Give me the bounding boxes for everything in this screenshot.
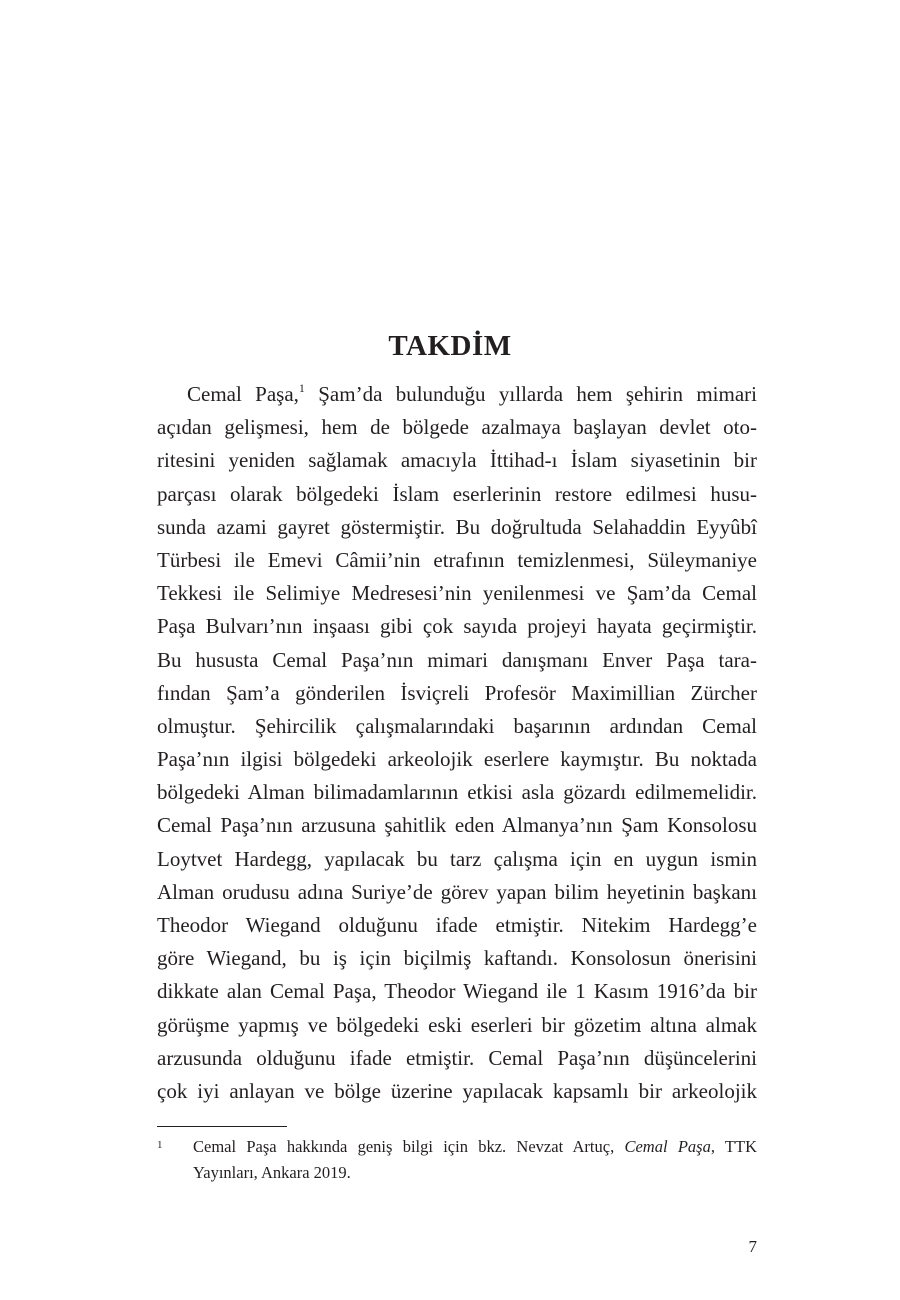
footnote-number: 1 (157, 1139, 163, 1151)
footnote-line (157, 1134, 757, 1160)
footnote-divider (157, 1126, 287, 1127)
body-line-rest: Şam’da bulunduğu yıllarda hem şehirin mimari (304, 382, 757, 406)
body-line: olmuştur. Şehircilik çalışmalarındaki başarının ardından Cemal (157, 713, 757, 738)
body-line-start: Cemal Paşa, (187, 382, 299, 406)
body-line: Bu hususta Cemal Paşa’nın mimari danışmanı Enver Paşa tara- (157, 647, 757, 672)
body-line: fından Şam’a gönderilen İsviçreli Profesör Maximillian Zürcher (157, 680, 757, 705)
body-line: çok iyi anlayan ve bölge üzerine yapılacak kapsamlı bir arkeolojik (157, 1078, 757, 1103)
body-line: Loytvet Hardegg, yapılacak bu tarz çalışma için en uygun ismin (157, 846, 757, 871)
body-line: bölgedeki Alman bilimadamlarının etkisi asla gözardı edilmemelidir. (157, 780, 757, 805)
footnote-text-end: , TTK (710, 1137, 757, 1156)
body-text (157, 378, 757, 1108)
body-line: göre Wiegand, bu iş için biçilmiş kaftandı. Konsolosun önerisini (157, 946, 757, 971)
body-line: ritesini yeniden sağlamak amacıyla İttihad-ı İslam siyasetinin bir (157, 448, 757, 473)
body-line: dikkate alan Cemal Paşa, Theodor Wiegand ile 1 Kasım 1916’da bir (157, 979, 757, 1004)
body-line: Türbesi ile Emevi Câmii’nin etrafının temizlenmesi, Süleymaniye (157, 547, 757, 572)
body-line: Theodor Wiegand olduğunu ifade etmiştir. Nitekim Hardegg’e (157, 913, 757, 937)
body-line: parçası olarak bölgedeki İslam eserlerinin restore edilmesi husu- (157, 481, 757, 506)
body-line: Alman orudusu adına Suriye’de görev yapan bilim heyetinin başkanı (157, 879, 757, 904)
body-line: açıdan gelişmesi, hem de bölgede azalmaya başlayan devlet oto- (157, 415, 757, 440)
body-line: görüşme yapmış ve bölgedeki eski eserleri bir gözetim altına almak (157, 1012, 757, 1037)
page-title: TAKDİM (388, 330, 512, 363)
body-line: arzusunda olduğunu ifade etmiştir. Cemal Paşa’nın düşüncelerini (157, 1045, 757, 1070)
body-line: sunda azami gayret göstermiştir. Bu doğrultuda Selahaddin Eyyûbî (157, 514, 757, 539)
body-line: Tekkesi ile Selimiye Medresesi’nin yenilenmesi ve Şam’da Cemal (157, 581, 757, 606)
body-line (157, 378, 757, 411)
page-number: 7 (748, 1237, 757, 1256)
footnote (157, 1134, 757, 1186)
footnote-book-title: Cemal Paşa (624, 1137, 711, 1156)
footnote-text-start: Cemal Paşa hakkında geniş bilgi için bkz. Nevzat Artuç, (193, 1137, 625, 1156)
footnote-line: Yayınları, Ankara 2019. (193, 1163, 351, 1182)
body-line: Cemal Paşa’nın arzusuna şahitlik eden Almanya’nın Şam Konsolosu (157, 813, 757, 838)
body-line: Paşa’nın ilgisi bölgedeki arkeolojik eserlere kaymıştır. Bu noktada (157, 747, 757, 772)
footnote-reference[interactable]: 1 (298, 381, 305, 395)
body-line: Paşa Bulvarı’nın inşaası gibi çok sayıda projeyi hayata geçirmiştir. (157, 614, 757, 639)
